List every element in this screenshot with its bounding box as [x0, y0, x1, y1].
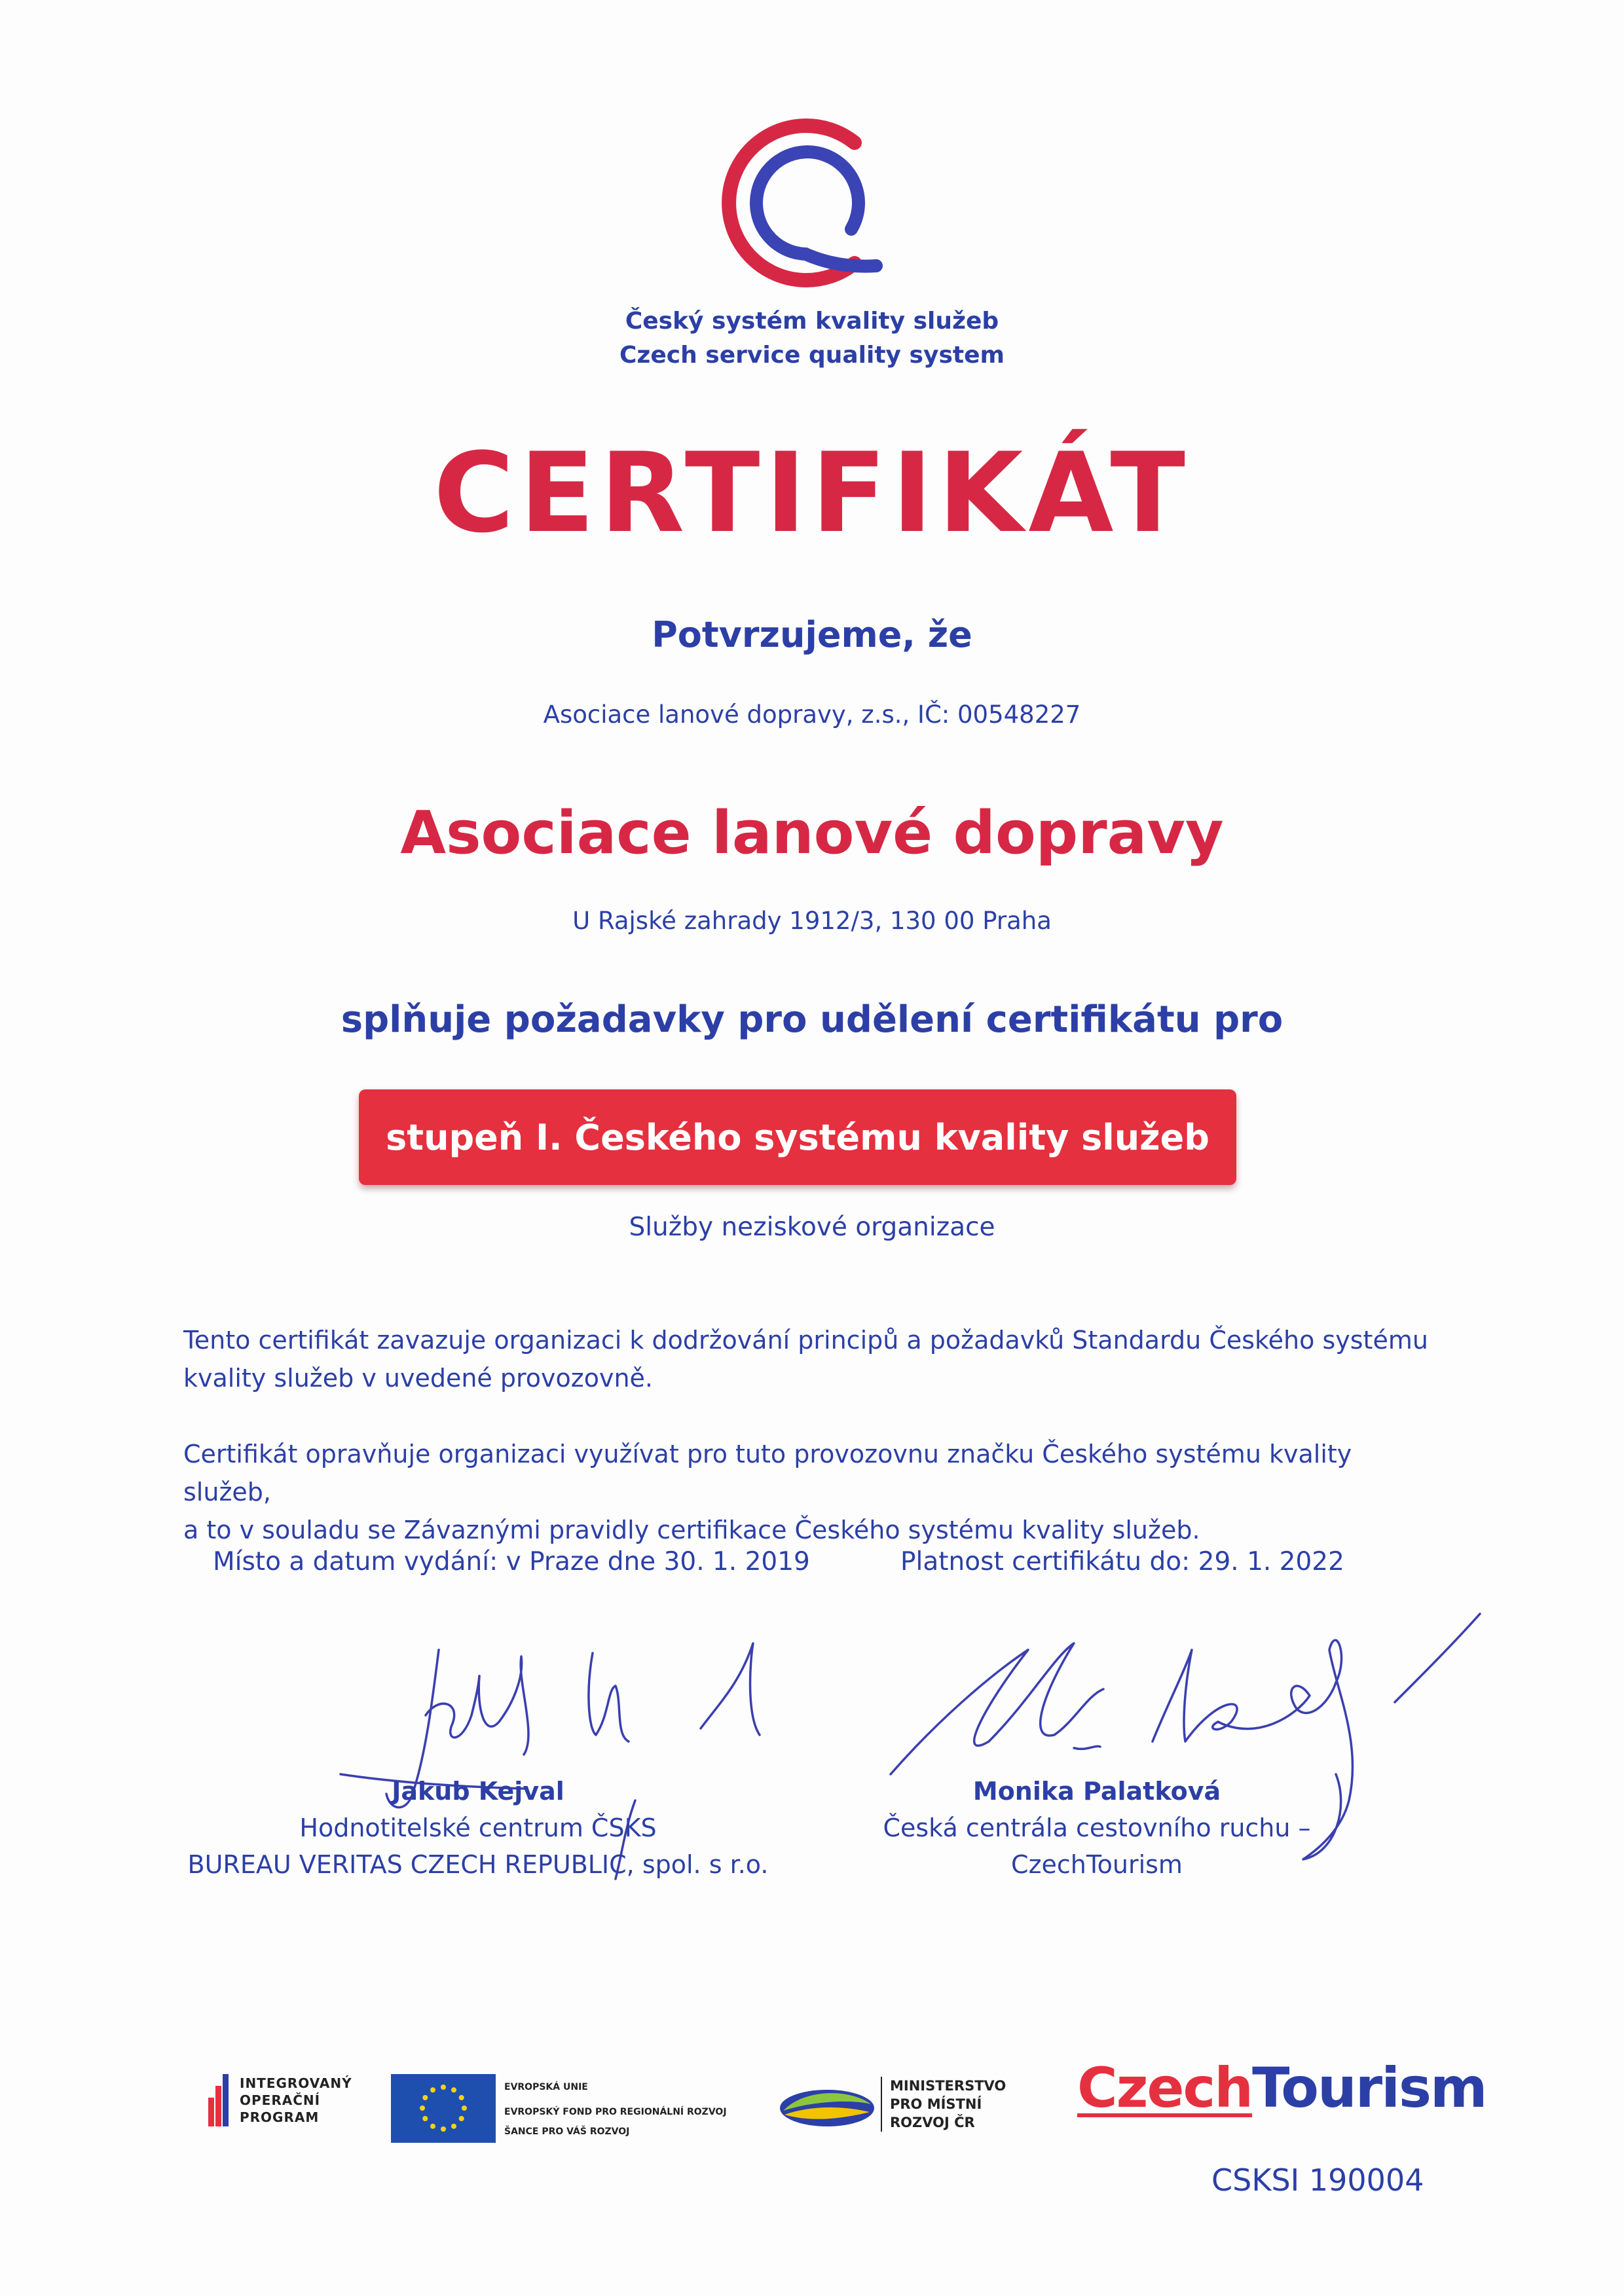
- level-badge: [359, 1089, 1236, 1185]
- organization-name: Asociace lanové dopravy: [400, 799, 1224, 867]
- brand-name-cz: Český systém kvality služeb: [625, 308, 999, 335]
- paragraph-line: Tento certifikát zavazuje organizaci k dodržování principů a požadavků Standardu Českého systému: [183, 1326, 1428, 1355]
- iop-text-line: INTEGROVANÝ: [240, 2075, 352, 2091]
- certificate-code: CSKSI 190004: [1211, 2162, 1424, 2198]
- iop-text-line: OPERAČNÍ: [240, 2092, 321, 2108]
- validity-date: Platnost certifikátu do: 29. 1. 2022: [900, 1547, 1344, 1576]
- paragraph-line: kvality služeb v uvedené provozovně.: [183, 1364, 654, 1393]
- signatory-right-company: CzechTourism: [1011, 1850, 1183, 1879]
- signatory-left-name: Jakub Kejval: [392, 1777, 564, 1806]
- certificate-title: CERTIFIKÁT: [433, 429, 1190, 557]
- mmr-logo-icon: [778, 2082, 876, 2134]
- paragraph-obligation: [183, 1321, 1447, 1397]
- czechtourism-logo: [1077, 2056, 1486, 2120]
- signatory-left-org: Hodnotitelské centrum ČSKS: [299, 1813, 657, 1842]
- mmr-text-line: PRO MÍSTNÍ: [890, 2096, 982, 2112]
- czechtourism-logo-tourism: Tourism: [1252, 2056, 1486, 2120]
- eu-flag-icon: [391, 2074, 496, 2143]
- iop-text-line: PROGRAM: [240, 2109, 320, 2125]
- brand-name-en: Czech service quality system: [619, 342, 1005, 369]
- issue-place-date: Místo a datum vydání: v Praze dne 30. 1. 2019: [213, 1547, 810, 1576]
- paragraph-line: Certifikát opravňuje organizaci využívat pro tuto provozovnu značku Českého systému kvality služeb,: [183, 1440, 1352, 1506]
- eu-fund-text: [504, 2081, 727, 2138]
- czechtourism-logo-czech: Czech: [1077, 2056, 1253, 2120]
- signatory-left-company: BUREAU VERITAS CZECH REPUBLIC, spol. s r.o.: [187, 1850, 769, 1879]
- csks-logo: [707, 111, 917, 301]
- confirm-text: Potvrzujeme, že: [652, 614, 972, 655]
- organization-address: U Rajské zahrady 1912/3, 130 00 Praha: [572, 907, 1052, 935]
- iop-bars-icon: [208, 2074, 228, 2126]
- signatory-right-org: Česká centrála cestovního ruchu –: [883, 1813, 1311, 1842]
- mmr-text-line: ROZVOJ ČR: [890, 2115, 975, 2130]
- paragraph-entitlement: [183, 1435, 1447, 1549]
- service-category: Služby neziskové organizace: [629, 1212, 995, 1242]
- requirements-text: splňuje požadavky pro udělení certifikátu pro: [341, 998, 1283, 1041]
- mmr-text: [881, 2077, 1006, 2132]
- signatory-left: [151, 1773, 805, 1883]
- mmr-text-line: MINISTERSTVO: [890, 2078, 1006, 2094]
- level-text: stupeň I. Českého systému kvality služeb: [386, 1116, 1209, 1158]
- iop-logo: [208, 2074, 352, 2126]
- signatory-right-name: Monika Palatková: [972, 1777, 1221, 1806]
- eu-text-line: EVROPSKÁ UNIE: [504, 2082, 588, 2092]
- eu-text-line: EVROPSKÝ FOND PRO REGIONÁLNÍ ROZVOJ: [504, 2107, 727, 2117]
- eu-text-line: ŠANCE PRO VÁŠ ROZVOJ: [504, 2126, 630, 2137]
- signatory-right: [769, 1773, 1424, 1883]
- organization-id-line: Asociace lanové dopravy, z.s., IČ: 00548227: [543, 701, 1081, 729]
- paragraph-line: a to v souladu se Závaznými pravidly certifikace Českého systému kvality služeb.: [183, 1516, 1200, 1544]
